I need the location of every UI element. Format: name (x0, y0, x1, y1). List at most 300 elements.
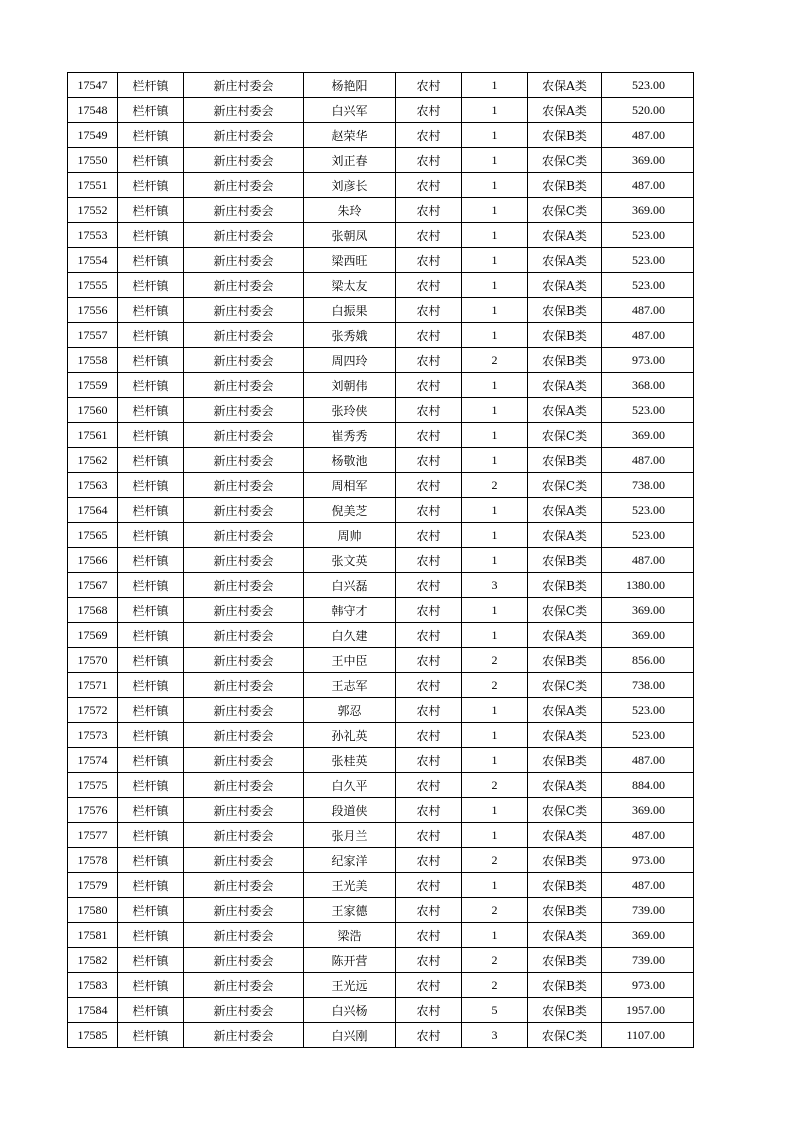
area-cell: 农村 (396, 698, 462, 723)
count-cell: 1 (462, 623, 528, 648)
area-cell: 农村 (396, 1023, 462, 1048)
town-cell: 栏杆镇 (118, 873, 184, 898)
town-cell: 栏杆镇 (118, 123, 184, 148)
row-id-cell: 17585 (68, 1023, 118, 1048)
category-cell: 农保B类 (528, 348, 602, 373)
amount-cell: 523.00 (602, 73, 694, 98)
town-cell: 栏杆镇 (118, 273, 184, 298)
area-cell: 农村 (396, 498, 462, 523)
table-row (68, 248, 694, 273)
name-cell: 赵荣华 (304, 123, 396, 148)
committee-cell: 新庄村委会 (184, 1023, 304, 1048)
count-cell: 2 (462, 948, 528, 973)
table-row (68, 198, 694, 223)
row-id-cell: 17563 (68, 473, 118, 498)
name-cell: 刘彦长 (304, 173, 396, 198)
data-table (67, 72, 694, 1048)
amount-cell: 523.00 (602, 398, 694, 423)
count-cell: 1 (462, 223, 528, 248)
committee-cell: 新庄村委会 (184, 573, 304, 598)
committee-cell: 新庄村委会 (184, 898, 304, 923)
amount-cell: 523.00 (602, 723, 694, 748)
count-cell: 1 (462, 923, 528, 948)
table-row (68, 698, 694, 723)
table-row (68, 223, 694, 248)
table-row (68, 973, 694, 998)
committee-cell: 新庄村委会 (184, 98, 304, 123)
name-cell: 张文英 (304, 548, 396, 573)
committee-cell: 新庄村委会 (184, 398, 304, 423)
town-cell: 栏杆镇 (118, 323, 184, 348)
count-cell: 1 (462, 148, 528, 173)
area-cell: 农村 (396, 823, 462, 848)
category-cell: 农保B类 (528, 898, 602, 923)
committee-cell: 新庄村委会 (184, 648, 304, 673)
count-cell: 1 (462, 198, 528, 223)
area-cell: 农村 (396, 798, 462, 823)
area-cell: 农村 (396, 98, 462, 123)
table-row (68, 523, 694, 548)
category-cell: 农保C类 (528, 798, 602, 823)
row-id-cell: 17567 (68, 573, 118, 598)
category-cell: 农保A类 (528, 923, 602, 948)
town-cell: 栏杆镇 (118, 73, 184, 98)
category-cell: 农保A类 (528, 623, 602, 648)
town-cell: 栏杆镇 (118, 498, 184, 523)
area-cell: 农村 (396, 648, 462, 673)
area-cell: 农村 (396, 473, 462, 498)
name-cell: 王中臣 (304, 648, 396, 673)
town-cell: 栏杆镇 (118, 1023, 184, 1048)
town-cell: 栏杆镇 (118, 748, 184, 773)
table-body (68, 73, 694, 1048)
count-cell: 2 (462, 348, 528, 373)
town-cell: 栏杆镇 (118, 948, 184, 973)
name-cell: 梁浩 (304, 923, 396, 948)
table-row (68, 348, 694, 373)
town-cell: 栏杆镇 (118, 223, 184, 248)
name-cell: 陈开营 (304, 948, 396, 973)
committee-cell: 新庄村委会 (184, 148, 304, 173)
area-cell: 农村 (396, 198, 462, 223)
committee-cell: 新庄村委会 (184, 923, 304, 948)
amount-cell: 369.00 (602, 198, 694, 223)
table-row (68, 848, 694, 873)
town-cell: 栏杆镇 (118, 248, 184, 273)
amount-cell: 856.00 (602, 648, 694, 673)
name-cell: 朱玲 (304, 198, 396, 223)
count-cell: 2 (462, 898, 528, 923)
name-cell: 梁太友 (304, 273, 396, 298)
row-id-cell: 17574 (68, 748, 118, 773)
town-cell: 栏杆镇 (118, 473, 184, 498)
row-id-cell: 17555 (68, 273, 118, 298)
category-cell: 农保C类 (528, 673, 602, 698)
category-cell: 农保B类 (528, 848, 602, 873)
town-cell: 栏杆镇 (118, 973, 184, 998)
committee-cell: 新庄村委会 (184, 623, 304, 648)
town-cell: 栏杆镇 (118, 523, 184, 548)
row-id-cell: 17558 (68, 348, 118, 373)
category-cell: 农保B类 (528, 998, 602, 1023)
category-cell: 农保B类 (528, 873, 602, 898)
table-row (68, 173, 694, 198)
count-cell: 3 (462, 573, 528, 598)
committee-cell: 新庄村委会 (184, 423, 304, 448)
town-cell: 栏杆镇 (118, 773, 184, 798)
table-row (68, 673, 694, 698)
town-cell: 栏杆镇 (118, 448, 184, 473)
amount-cell: 487.00 (602, 448, 694, 473)
committee-cell: 新庄村委会 (184, 823, 304, 848)
name-cell: 王光远 (304, 973, 396, 998)
area-cell: 农村 (396, 523, 462, 548)
table-row (68, 598, 694, 623)
committee-cell: 新庄村委会 (184, 373, 304, 398)
amount-cell: 487.00 (602, 323, 694, 348)
table-row (68, 723, 694, 748)
table-row (68, 1023, 694, 1048)
category-cell: 农保B类 (528, 948, 602, 973)
committee-cell: 新庄村委会 (184, 523, 304, 548)
table-row (68, 873, 694, 898)
area-cell: 农村 (396, 123, 462, 148)
row-id-cell: 17579 (68, 873, 118, 898)
committee-cell: 新庄村委会 (184, 748, 304, 773)
amount-cell: 523.00 (602, 273, 694, 298)
amount-cell: 523.00 (602, 498, 694, 523)
row-id-cell: 17553 (68, 223, 118, 248)
area-cell: 农村 (396, 873, 462, 898)
name-cell: 张玲侠 (304, 398, 396, 423)
count-cell: 1 (462, 373, 528, 398)
category-cell: 农保A类 (528, 773, 602, 798)
row-id-cell: 17565 (68, 523, 118, 548)
area-cell: 农村 (396, 148, 462, 173)
area-cell: 农村 (396, 973, 462, 998)
name-cell: 杨艳阳 (304, 73, 396, 98)
row-id-cell: 17560 (68, 398, 118, 423)
count-cell: 1 (462, 798, 528, 823)
town-cell: 栏杆镇 (118, 148, 184, 173)
category-cell: 农保A类 (528, 698, 602, 723)
amount-cell: 487.00 (602, 123, 694, 148)
town-cell: 栏杆镇 (118, 998, 184, 1023)
area-cell: 农村 (396, 598, 462, 623)
area-cell: 农村 (396, 748, 462, 773)
count-cell: 2 (462, 773, 528, 798)
row-id-cell: 17554 (68, 248, 118, 273)
row-id-cell: 17569 (68, 623, 118, 648)
category-cell: 农保B类 (528, 173, 602, 198)
category-cell: 农保A类 (528, 398, 602, 423)
committee-cell: 新庄村委会 (184, 223, 304, 248)
area-cell: 农村 (396, 848, 462, 873)
category-cell: 农保B类 (528, 323, 602, 348)
category-cell: 农保A类 (528, 248, 602, 273)
row-id-cell: 17550 (68, 148, 118, 173)
count-cell: 1 (462, 698, 528, 723)
name-cell: 白振果 (304, 298, 396, 323)
row-id-cell: 17576 (68, 798, 118, 823)
amount-cell: 523.00 (602, 523, 694, 548)
area-cell: 农村 (396, 898, 462, 923)
amount-cell: 884.00 (602, 773, 694, 798)
committee-cell: 新庄村委会 (184, 248, 304, 273)
category-cell: 农保A类 (528, 98, 602, 123)
name-cell: 刘朝伟 (304, 373, 396, 398)
count-cell: 2 (462, 473, 528, 498)
town-cell: 栏杆镇 (118, 348, 184, 373)
count-cell: 1 (462, 873, 528, 898)
committee-cell: 新庄村委会 (184, 273, 304, 298)
count-cell: 1 (462, 98, 528, 123)
row-id-cell: 17582 (68, 948, 118, 973)
area-cell: 农村 (396, 173, 462, 198)
committee-cell: 新庄村委会 (184, 123, 304, 148)
name-cell: 纪家洋 (304, 848, 396, 873)
count-cell: 1 (462, 298, 528, 323)
area-cell: 农村 (396, 548, 462, 573)
table-row (68, 123, 694, 148)
count-cell: 1 (462, 598, 528, 623)
name-cell: 周帅 (304, 523, 396, 548)
town-cell: 栏杆镇 (118, 373, 184, 398)
category-cell: 农保B类 (528, 123, 602, 148)
count-cell: 1 (462, 523, 528, 548)
area-cell: 农村 (396, 298, 462, 323)
row-id-cell: 17557 (68, 323, 118, 348)
town-cell: 栏杆镇 (118, 398, 184, 423)
count-cell: 5 (462, 998, 528, 1023)
category-cell: 农保B类 (528, 748, 602, 773)
category-cell: 农保A类 (528, 73, 602, 98)
row-id-cell: 17547 (68, 73, 118, 98)
name-cell: 白兴刚 (304, 1023, 396, 1048)
name-cell: 周相军 (304, 473, 396, 498)
amount-cell: 487.00 (602, 873, 694, 898)
area-cell: 农村 (396, 923, 462, 948)
committee-cell: 新庄村委会 (184, 873, 304, 898)
name-cell: 张桂英 (304, 748, 396, 773)
table-row (68, 548, 694, 573)
count-cell: 3 (462, 1023, 528, 1048)
table-row (68, 898, 694, 923)
town-cell: 栏杆镇 (118, 798, 184, 823)
row-id-cell: 17548 (68, 98, 118, 123)
table-row (68, 423, 694, 448)
table-row (68, 823, 694, 848)
area-cell: 农村 (396, 323, 462, 348)
category-cell: 农保B类 (528, 973, 602, 998)
table-row (68, 448, 694, 473)
area-cell: 农村 (396, 623, 462, 648)
count-cell: 1 (462, 498, 528, 523)
town-cell: 栏杆镇 (118, 898, 184, 923)
committee-cell: 新庄村委会 (184, 473, 304, 498)
count-cell: 1 (462, 548, 528, 573)
area-cell: 农村 (396, 223, 462, 248)
count-cell: 2 (462, 648, 528, 673)
area-cell: 农村 (396, 948, 462, 973)
row-id-cell: 17549 (68, 123, 118, 148)
name-cell: 韩守才 (304, 598, 396, 623)
committee-cell: 新庄村委会 (184, 723, 304, 748)
name-cell: 崔秀秀 (304, 423, 396, 448)
row-id-cell: 17581 (68, 923, 118, 948)
committee-cell: 新庄村委会 (184, 698, 304, 723)
name-cell: 杨敬池 (304, 448, 396, 473)
table-row (68, 373, 694, 398)
amount-cell: 973.00 (602, 973, 694, 998)
row-id-cell: 17556 (68, 298, 118, 323)
count-cell: 2 (462, 848, 528, 873)
count-cell: 1 (462, 398, 528, 423)
category-cell: 农保B类 (528, 448, 602, 473)
category-cell: 农保C类 (528, 1023, 602, 1048)
row-id-cell: 17584 (68, 998, 118, 1023)
amount-cell: 487.00 (602, 548, 694, 573)
amount-cell: 487.00 (602, 823, 694, 848)
name-cell: 张朝凤 (304, 223, 396, 248)
row-id-cell: 17577 (68, 823, 118, 848)
amount-cell: 368.00 (602, 373, 694, 398)
area-cell: 农村 (396, 373, 462, 398)
area-cell: 农村 (396, 773, 462, 798)
area-cell: 农村 (396, 423, 462, 448)
table-row (68, 773, 694, 798)
committee-cell: 新庄村委会 (184, 973, 304, 998)
category-cell: 农保C类 (528, 423, 602, 448)
row-id-cell: 17559 (68, 373, 118, 398)
count-cell: 2 (462, 673, 528, 698)
amount-cell: 369.00 (602, 148, 694, 173)
town-cell: 栏杆镇 (118, 173, 184, 198)
committee-cell: 新庄村委会 (184, 798, 304, 823)
amount-cell: 739.00 (602, 948, 694, 973)
area-cell: 农村 (396, 398, 462, 423)
name-cell: 梁西旺 (304, 248, 396, 273)
category-cell: 农保B类 (528, 648, 602, 673)
committee-cell: 新庄村委会 (184, 498, 304, 523)
area-cell: 农村 (396, 673, 462, 698)
committee-cell: 新庄村委会 (184, 848, 304, 873)
name-cell: 白兴磊 (304, 573, 396, 598)
category-cell: 农保C类 (528, 198, 602, 223)
name-cell: 刘正春 (304, 148, 396, 173)
category-cell: 农保A类 (528, 498, 602, 523)
table-row (68, 948, 694, 973)
count-cell: 1 (462, 748, 528, 773)
area-cell: 农村 (396, 273, 462, 298)
count-cell: 1 (462, 823, 528, 848)
row-id-cell: 17571 (68, 673, 118, 698)
row-id-cell: 17575 (68, 773, 118, 798)
table-row (68, 998, 694, 1023)
row-id-cell: 17562 (68, 448, 118, 473)
amount-cell: 487.00 (602, 173, 694, 198)
category-cell: 农保A类 (528, 373, 602, 398)
row-id-cell: 17552 (68, 198, 118, 223)
category-cell: 农保B类 (528, 573, 602, 598)
count-cell: 1 (462, 248, 528, 273)
count-cell: 1 (462, 448, 528, 473)
row-id-cell: 17583 (68, 973, 118, 998)
category-cell: 农保A类 (528, 723, 602, 748)
amount-cell: 1957.00 (602, 998, 694, 1023)
town-cell: 栏杆镇 (118, 98, 184, 123)
amount-cell: 523.00 (602, 248, 694, 273)
count-cell: 1 (462, 723, 528, 748)
name-cell: 白久平 (304, 773, 396, 798)
category-cell: 农保C类 (528, 598, 602, 623)
amount-cell: 487.00 (602, 748, 694, 773)
table-row (68, 98, 694, 123)
amount-cell: 523.00 (602, 698, 694, 723)
town-cell: 栏杆镇 (118, 823, 184, 848)
table-row (68, 923, 694, 948)
row-id-cell: 17570 (68, 648, 118, 673)
town-cell: 栏杆镇 (118, 298, 184, 323)
row-id-cell: 17572 (68, 698, 118, 723)
amount-cell: 973.00 (602, 848, 694, 873)
amount-cell: 973.00 (602, 348, 694, 373)
name-cell: 白久建 (304, 623, 396, 648)
town-cell: 栏杆镇 (118, 698, 184, 723)
committee-cell: 新庄村委会 (184, 298, 304, 323)
count-cell: 2 (462, 973, 528, 998)
amount-cell: 369.00 (602, 598, 694, 623)
table-row (68, 73, 694, 98)
area-cell: 农村 (396, 348, 462, 373)
row-id-cell: 17573 (68, 723, 118, 748)
town-cell: 栏杆镇 (118, 648, 184, 673)
category-cell: 农保C类 (528, 148, 602, 173)
table-row (68, 398, 694, 423)
name-cell: 周四玲 (304, 348, 396, 373)
amount-cell: 523.00 (602, 223, 694, 248)
table-row (68, 473, 694, 498)
area-cell: 农村 (396, 73, 462, 98)
row-id-cell: 17580 (68, 898, 118, 923)
category-cell: 农保A类 (528, 273, 602, 298)
town-cell: 栏杆镇 (118, 923, 184, 948)
table-row (68, 748, 694, 773)
amount-cell: 739.00 (602, 898, 694, 923)
area-cell: 农村 (396, 248, 462, 273)
row-id-cell: 17551 (68, 173, 118, 198)
name-cell: 孙礼英 (304, 723, 396, 748)
table-row (68, 323, 694, 348)
committee-cell: 新庄村委会 (184, 998, 304, 1023)
town-cell: 栏杆镇 (118, 623, 184, 648)
town-cell: 栏杆镇 (118, 548, 184, 573)
amount-cell: 487.00 (602, 298, 694, 323)
table-row (68, 648, 694, 673)
town-cell: 栏杆镇 (118, 423, 184, 448)
town-cell: 栏杆镇 (118, 573, 184, 598)
category-cell: 农保A类 (528, 823, 602, 848)
name-cell: 王光美 (304, 873, 396, 898)
table-row (68, 573, 694, 598)
count-cell: 1 (462, 123, 528, 148)
amount-cell: 369.00 (602, 923, 694, 948)
area-cell: 农村 (396, 998, 462, 1023)
table-row (68, 498, 694, 523)
name-cell: 白兴军 (304, 98, 396, 123)
category-cell: 农保A类 (528, 223, 602, 248)
count-cell: 1 (462, 323, 528, 348)
